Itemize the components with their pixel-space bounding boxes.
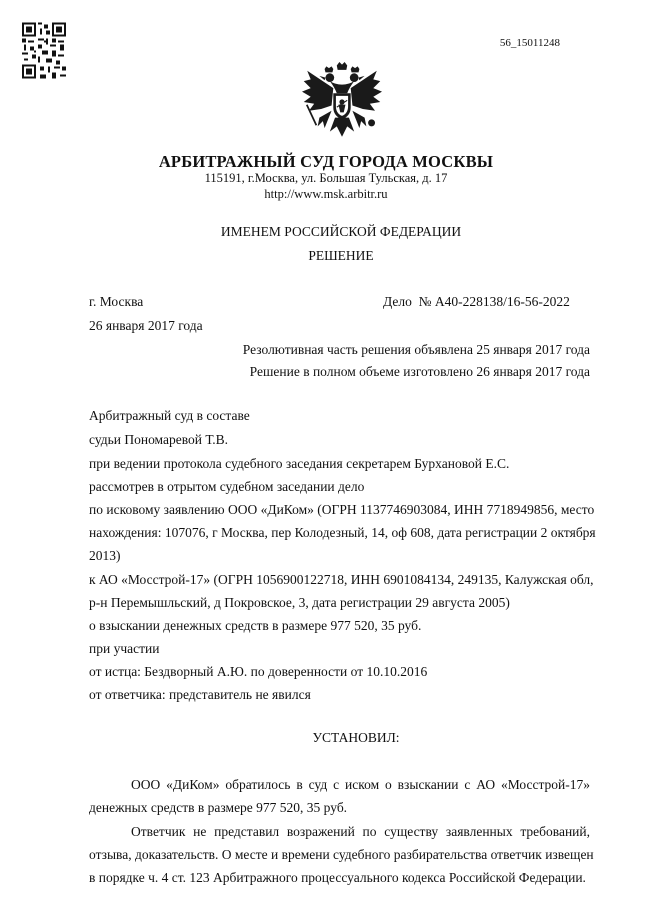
body-line: нахождения: 107076, г Москва, пер Колодезный, 14, оф 608, дата регистрации 2 октября [89, 525, 596, 540]
established-heading: УСТАНОВИЛ: [312, 730, 400, 745]
body-line: Арбитражный суд в составе [89, 408, 250, 423]
body-line: р-н Перемышльский, д Покровское, 3, дата регистрации 29 августа 2005) [89, 595, 510, 610]
resolution-announced: Резолютивная часть решения объявлена 25 января 2017 года [242, 342, 590, 357]
body-line: от истца: Бездворный А.Ю. по доверенности от 10.10.2016 [89, 664, 428, 679]
document-number: 56_15011248 [499, 37, 560, 49]
paragraph-line: в порядке ч. 4 ст. 123 Арбитражного процессуального кодекса Российской Федерации. [89, 870, 586, 885]
paragraph-line: Ответчик не представил возражений по существу заявленных требований, [131, 824, 590, 839]
in-the-name-heading: ИМЕНЕМ РОССИЙСКОЙ ФЕДЕРАЦИИ [220, 224, 462, 239]
full-decision-date: Решение в полном объеме изготовлено 26 января 2017 года [249, 364, 590, 379]
city: г. Москва [89, 294, 144, 309]
paragraph-line: ООО «ДиКом» обратилось в суд с иском о взыскании с АО «Мосстрой-17» [131, 777, 590, 792]
coat-of-arms-emblem-icon [298, 62, 386, 142]
court-website: http://www.msk.arbitr.ru [264, 187, 388, 201]
court-address: 115191, г.Москва, ул. Большая Тульская, д. 17 [204, 171, 448, 185]
decision-heading: РЕШЕНИЕ [308, 248, 374, 263]
body-line: при участии [89, 641, 160, 656]
body-line: по исковому заявлению ООО «ДиКом» (ОГРН 1137746903084, ИНН 7718949856, место [89, 502, 595, 517]
qr-code-icon [22, 22, 66, 79]
body-line: о взыскании денежных средств в размере 977 520, 35 руб. [89, 618, 422, 633]
body-line: рассмотрев в отрытом судебном заседании дело [89, 479, 365, 494]
court-name: АРБИТРАЖНЫЙ СУД ГОРОДА МОСКВЫ [158, 152, 494, 171]
body-line: судьи Пономаревой Т.В. [89, 432, 229, 447]
body-line: 2013) [89, 548, 121, 563]
body-line: от ответчика: представитель не явился [89, 687, 311, 702]
paragraph-line: отзыва, доказательств. О месте и времени судебного разбирательства ответчик извещен [89, 847, 594, 862]
paragraph-line: денежных средств в размере 977 520, 35 руб. [89, 800, 348, 815]
body-line: к АО «Мосстрой-17» (ОГРН 1056900122718, ИНН 6901084134, 249135, Калужская обл, [89, 572, 594, 587]
body-line: при ведении протокола судебного заседания секретарем Бурхановой Е.С. [89, 456, 510, 471]
case-number: Дело № А40-228138/16-56-2022 [383, 294, 570, 309]
decision-date: 26 января 2017 года [89, 318, 203, 333]
